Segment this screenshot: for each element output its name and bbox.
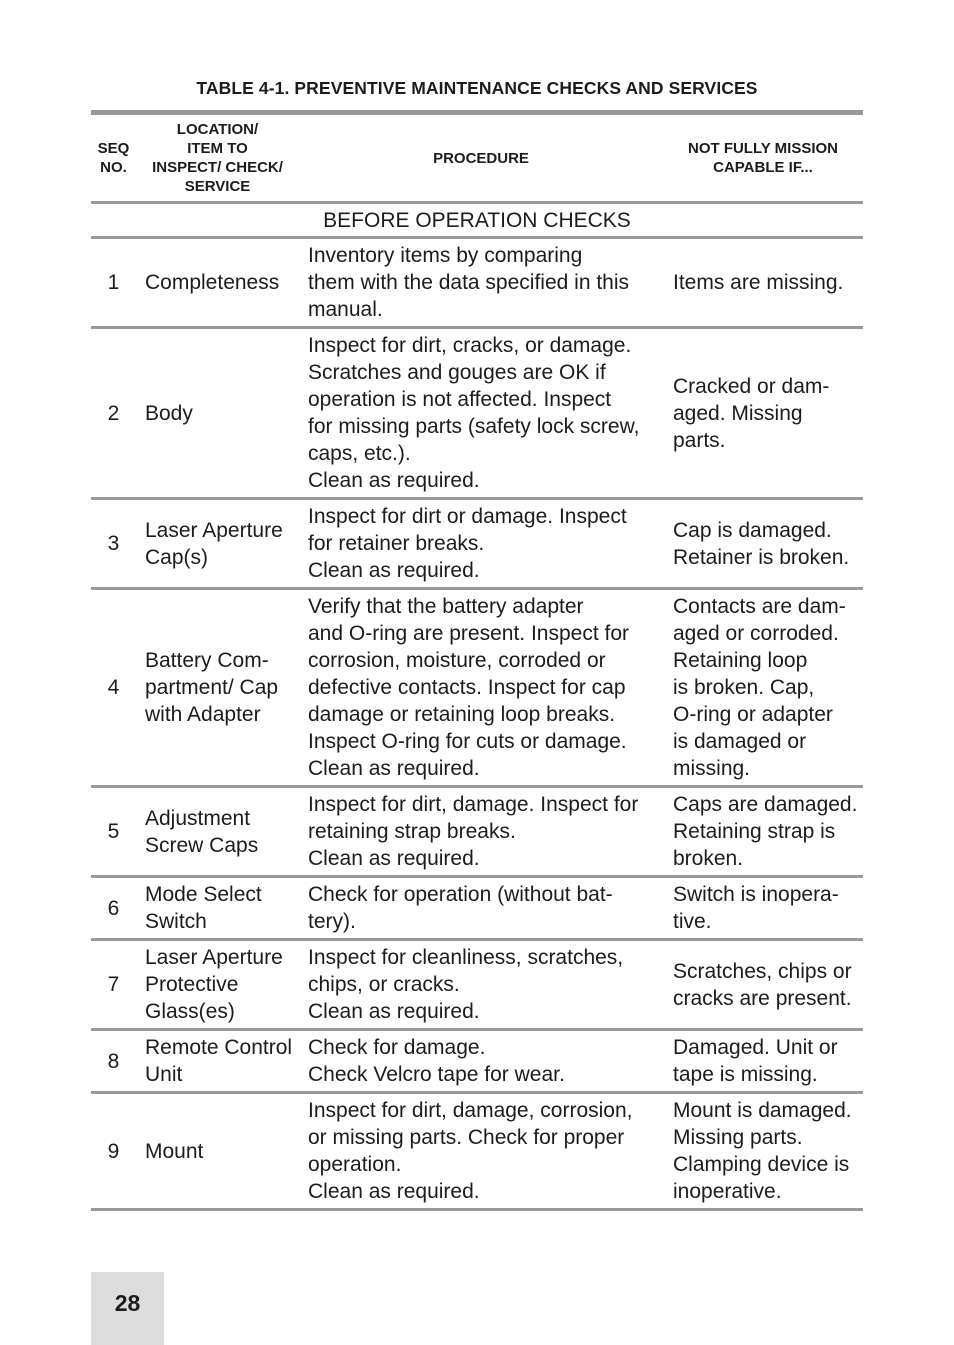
text-line: Mount <box>145 1139 204 1163</box>
text-line: Mount is damaged. <box>673 1099 852 1122</box>
text-line: Scratches, chips or <box>673 959 852 983</box>
seq-cell: 4 <box>107 676 120 699</box>
text-line: Adjustment <box>145 806 251 830</box>
text-line: aged. Missing <box>673 401 803 425</box>
nfmc-cell <box>663 1030 863 1093</box>
text-line: and O-ring are present. Inspect for <box>308 622 629 645</box>
seq-cell: 9 <box>107 1139 120 1163</box>
nfmc-cell <box>663 328 863 499</box>
procedure-cell <box>299 787 663 877</box>
text-line: corrosion, moisture, corroded or <box>308 649 606 672</box>
nfmc-cell <box>663 940 863 1030</box>
text-line: parts. <box>673 428 726 452</box>
text-line: broken. <box>673 847 744 870</box>
text-line: SERVICE <box>184 178 251 195</box>
header-procedure <box>299 113 663 203</box>
nfmc-cell <box>663 589 863 787</box>
text-line: Inspect O-ring for cuts or damage. <box>308 730 627 753</box>
nfmc-cell <box>663 787 863 877</box>
procedure-cell <box>299 877 663 940</box>
procedure-cell <box>299 1093 663 1210</box>
text-line: Inventory items by comparing <box>308 244 583 267</box>
text-line: Inspect for dirt, damage. Inspect for <box>308 793 639 816</box>
text-line: Glass(es) <box>145 1000 235 1023</box>
text-line: is damaged or <box>673 730 807 753</box>
nfmc-cell <box>663 877 863 940</box>
text-line: Check for operation (without bat- <box>308 883 613 906</box>
text-line: Cap(s) <box>145 545 209 569</box>
text-line: Inspect for dirt or damage. Inspect <box>308 505 627 528</box>
procedure-cell <box>299 238 663 328</box>
location-cell <box>136 1030 299 1093</box>
seq-cell: 2 <box>107 401 120 425</box>
section-row <box>91 203 863 238</box>
text-line: Clean as required. <box>308 1000 480 1023</box>
seq-cell: 3 <box>107 532 120 555</box>
table-row <box>91 238 863 328</box>
text-line: Completeness <box>145 271 280 294</box>
text-line: NOT FULLY MISSION <box>687 140 838 157</box>
text-line: damage or retaining loop breaks. <box>308 703 616 726</box>
table-row <box>91 499 863 589</box>
text-line: Mode Select <box>145 883 262 906</box>
text-line: SEQ <box>97 140 130 157</box>
location-cell <box>136 499 299 589</box>
text-line: Check for damage. <box>308 1036 486 1059</box>
text-line: Screw Caps <box>145 833 259 857</box>
text-line: for retainer breaks. <box>308 532 485 555</box>
text-line: Body <box>145 401 193 425</box>
text-line: caps, etc.). <box>308 442 411 465</box>
text-line: Cracked or dam- <box>673 374 830 398</box>
text-line: partment/ Cap <box>145 676 279 699</box>
text-line: operation. <box>308 1153 402 1176</box>
seq-cell: 1 <box>107 271 120 294</box>
text-line: is broken. Cap, <box>673 676 815 699</box>
text-line: tive. <box>673 910 712 933</box>
header-seq-no <box>91 113 136 203</box>
text-line: O-ring or adapter <box>673 703 833 726</box>
text-line: missing. <box>673 757 751 780</box>
text-line: with Adapter <box>145 703 261 726</box>
text-line: Inspect for cleanliness, scratches, <box>308 946 624 969</box>
text-line: NO. <box>100 159 127 176</box>
text-line: defective contacts. Inspect for cap <box>308 676 626 699</box>
procedure-cell <box>299 499 663 589</box>
header-location <box>136 113 299 203</box>
table-row <box>91 589 863 787</box>
seq-cell: 7 <box>107 973 120 996</box>
text-line: or missing parts. Check for proper <box>308 1126 625 1149</box>
table-row <box>91 1093 863 1210</box>
nfmc-cell <box>663 1093 863 1210</box>
text-line: cracks are present. <box>673 986 852 1010</box>
text-line: Switch <box>145 910 207 933</box>
text-line: Clean as required. <box>308 559 480 582</box>
text-line: Retainer is broken. <box>673 545 850 569</box>
table-row <box>91 787 863 877</box>
text-line: for missing parts (safety lock screw, <box>308 415 640 438</box>
table-header-row <box>91 113 863 203</box>
text-line: Remote Control <box>145 1036 293 1059</box>
nfmc-cell <box>663 238 863 328</box>
text-line: Switch is inopera- <box>673 883 839 906</box>
location-cell <box>136 1093 299 1210</box>
text-line: manual. <box>308 298 383 321</box>
text-line: INSPECT/ CHECK/ <box>152 159 283 176</box>
text-line: Retaining loop <box>673 649 808 672</box>
location-cell <box>136 238 299 328</box>
text-line: Scratches and gouges are OK if <box>308 361 606 384</box>
text-line: LOCATION/ <box>176 121 259 138</box>
page-number: 28 <box>91 1272 164 1345</box>
location-cell <box>136 940 299 1030</box>
table-row <box>91 1030 863 1093</box>
text-line: them with the data specified in this <box>308 271 630 294</box>
text-line: Clean as required. <box>308 1180 480 1203</box>
text-line: Verify that the battery adapter <box>308 595 584 618</box>
text-line: Missing parts. <box>673 1126 803 1149</box>
text-line: Inspect for dirt, cracks, or damage. <box>308 334 632 357</box>
text-line: Laser Aperture <box>145 518 283 542</box>
table-title: TABLE 4-1. PREVENTIVE MAINTENANCE CHECKS AND SERVICES <box>196 78 758 98</box>
text-line: Contacts are dam- <box>673 595 846 618</box>
text-line: Retaining strap is <box>673 820 836 843</box>
nfmc-cell <box>663 499 863 589</box>
text-line: ITEM TO <box>187 140 248 157</box>
text-line: Items are missing. <box>673 271 844 294</box>
text-line: Clean as required. <box>308 847 480 870</box>
text-line: Battery Com- <box>145 649 269 672</box>
text-line: Clamping device is <box>673 1153 850 1176</box>
location-cell <box>136 787 299 877</box>
seq-cell: 6 <box>107 896 120 920</box>
text-line: Cap is damaged. <box>673 518 832 542</box>
table-row <box>91 940 863 1030</box>
text-line: operation is not affected. Inspect <box>308 388 612 411</box>
location-cell <box>136 328 299 499</box>
text-line: chips, or cracks. <box>308 973 460 996</box>
text-line: aged or corroded. <box>673 622 839 645</box>
header-not-fully-mission-capable <box>663 113 863 203</box>
pmcs-table <box>91 110 863 1211</box>
location-cell <box>136 589 299 787</box>
text-line: Caps are damaged. <box>673 793 858 816</box>
procedure-cell <box>299 1030 663 1093</box>
text-line: Inspect for dirt, damage, corrosion, <box>308 1099 633 1122</box>
procedure-cell <box>299 589 663 787</box>
text-line: CAPABLE IF... <box>713 159 813 176</box>
text-line: Damaged. Unit or <box>673 1036 838 1059</box>
seq-cell: 8 <box>107 1049 120 1073</box>
text-line: Check Velcro tape for wear. <box>308 1063 565 1086</box>
text-line: PROCEDURE <box>433 149 529 167</box>
table-row <box>91 877 863 940</box>
text-line: Clean as required. <box>308 757 480 780</box>
text-line: retaining strap breaks. <box>308 820 516 843</box>
text-line: Clean as required. <box>308 469 480 492</box>
procedure-cell <box>299 328 663 499</box>
text-line: inoperative. <box>673 1180 782 1203</box>
text-line: tery). <box>308 910 356 933</box>
seq-cell: 5 <box>107 820 120 843</box>
text-line: Protective <box>145 973 239 996</box>
section-title: BEFORE OPERATION CHECKS <box>323 208 631 232</box>
table-row <box>91 328 863 499</box>
text-line: Laser Aperture <box>145 946 283 969</box>
text-line: tape is missing. <box>673 1063 818 1086</box>
text-line: Unit <box>145 1063 183 1086</box>
procedure-cell <box>299 940 663 1030</box>
location-cell <box>136 877 299 940</box>
